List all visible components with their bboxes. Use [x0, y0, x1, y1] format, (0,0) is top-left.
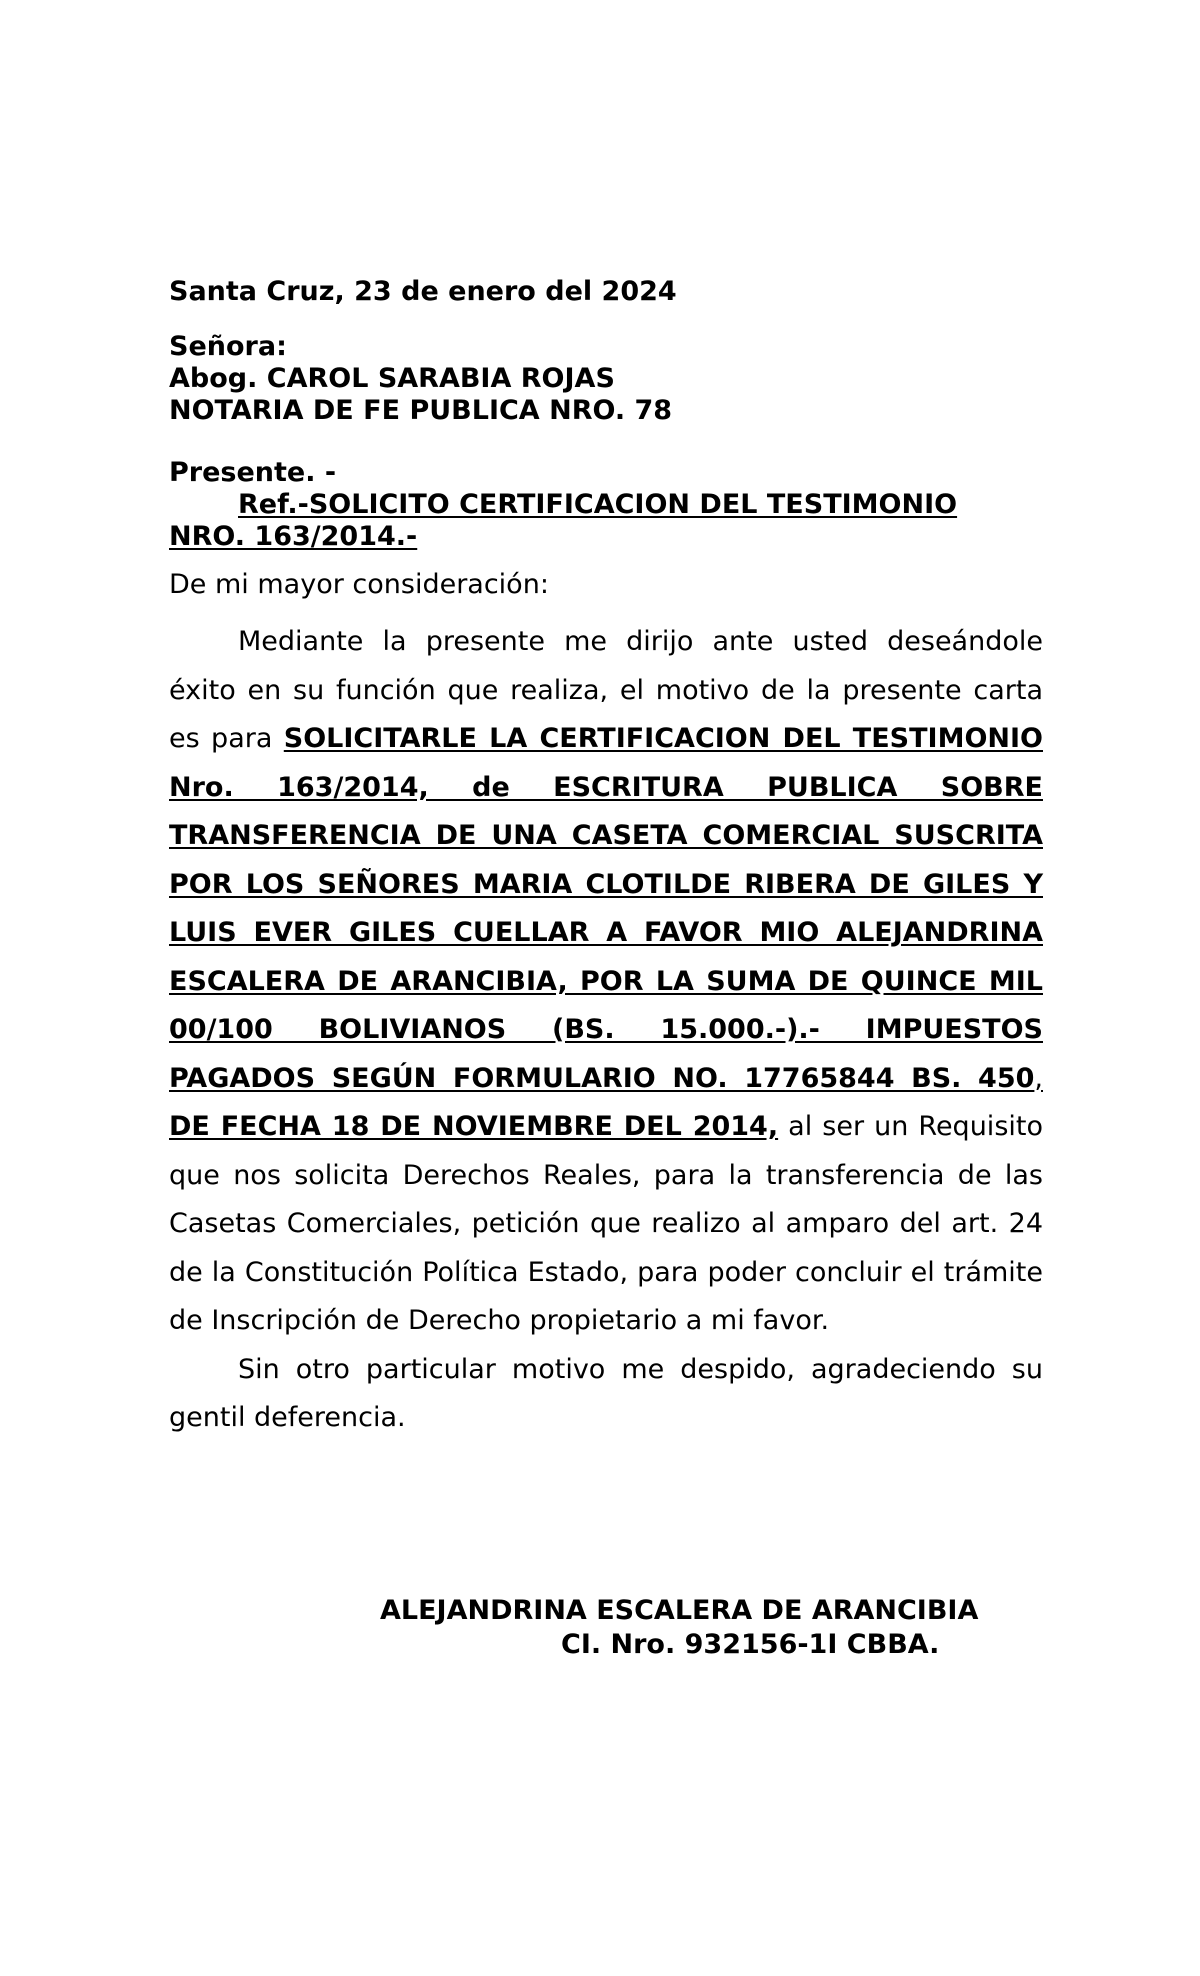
body-rest: al ser un Requisito que nos solicita Derechos Reales, para la transferencia de las Casetas Comerciales, petición que realizo al amparo del art. 24 de la Constitución Política Estado, para poder concluir el trámite de Inscripción de Derecho propietario a mi favor.: [169, 1111, 1043, 1336]
body-comma: ,: [1034, 1062, 1043, 1094]
body-paragraph: [169, 618, 1043, 1346]
recipient-block: [169, 331, 1043, 427]
body-date-clause: DE FECHA 18 DE NOVIEMBRE DEL 2014,: [169, 1111, 779, 1142]
signature-block: [380, 1594, 1000, 1662]
greeting: De mi mayor consideración:: [169, 569, 549, 600]
recipient-title: NOTARIA DE FE PUBLICA NRO. 78: [169, 395, 673, 426]
reference-line-1: [169, 489, 1043, 521]
closing-paragraph: Sin otro particular motivo me despido, agradeciendo su gentil deferencia.: [169, 1353, 1043, 1433]
recipient-name: Abog. CAROL SARABIA ROJAS: [169, 363, 615, 394]
signer-id: CI. Nro. 932156-1I CBBA.: [561, 1629, 940, 1660]
salutation: Señora:: [169, 331, 287, 362]
body-intro: Mediante la presente me dirijo ante usted deseándole éxito en su función que realiza, el motivo de la presente carta es para: [169, 626, 1043, 754]
letter-date: Santa Cruz, 23 de enero del 2024: [169, 276, 677, 307]
reference-text-1: Ref.-SOLICITO CERTIFICACION DEL TESTIMONIO: [238, 489, 958, 520]
reference-text-2: NRO. 163/2014.-: [169, 521, 418, 552]
letter-content: [169, 276, 1043, 1443]
presente-line: Presente. -: [169, 457, 337, 488]
reference-line-2: [169, 521, 1043, 553]
body-request: SOLICITARLE LA CERTIFICACION DEL TESTIMONIO Nro. 163/2014, de ESCRITURA PUBLICA SOBRE TRANSFERENCIA DE UNA CASETA COMERCIAL SUSCRITA POR LOS SEÑORES MARIA CLOTILDE RIBERA DE GILES Y LUIS EVER GILES CUELLAR A FAVOR MIO ALEJANDRINA ESCALERA DE ARANCIBIA, POR LA SUMA DE QUINCE MIL 00/100 BOLIVIANOS (BS. 15.000.-).- IMPUESTOS PAGADOS SEGÚN FORMULARIO NO. 17765844 BS. 450: [169, 723, 1043, 1094]
signer-name: ALEJANDRINA ESCALERA DE ARANCIBIA: [380, 1595, 979, 1626]
